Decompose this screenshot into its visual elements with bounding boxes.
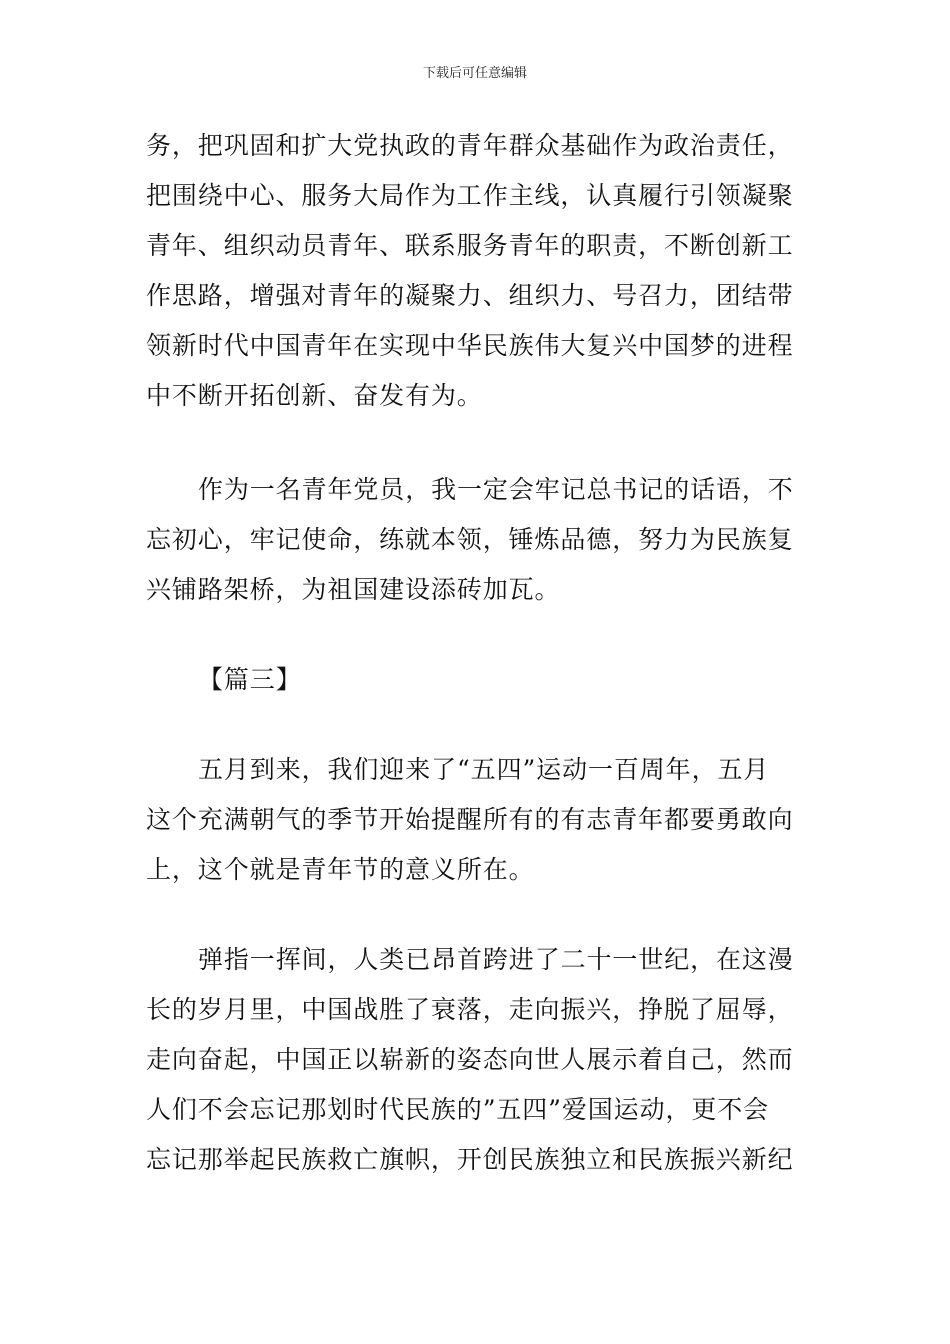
- text-line: 把围绕中心、服务大局作为工作主线，认真履行引领凝聚: [146, 181, 794, 210]
- text-line: 务，把巩固和扩大党执政的青年群众基础作为政治责任，: [146, 131, 794, 160]
- text-line: 领新时代中国青年在实现中华民族伟大复兴中国梦的进程: [146, 331, 794, 360]
- text-line: 青年、组织动员青年、联系服务青年的职责，不断创新工: [146, 231, 794, 260]
- section-heading: [146, 662, 810, 712]
- text-line: 忘记那举起民族救亡旗帜，开创民族独立和民族振兴新纪: [146, 1145, 794, 1174]
- paragraph-4: [146, 942, 810, 1192]
- text-line: 中不断开拓创新、奋发有为。: [146, 381, 483, 410]
- text-line: 忘初心，牢记使命，练就本领，锤炼品德，努力为民族复: [146, 525, 794, 554]
- text-line: 走向奋起，中国正以崭新的姿态向世人展示着自己，然而: [146, 1045, 794, 1074]
- text-line: 作为一名青年党员，我一定会牢记总书记的话语，不: [198, 475, 794, 504]
- text-line: 这个充满朝气的季节开始提醒所有的有志青年都要勇敢向: [146, 805, 794, 834]
- text-line: 五月到来，我们迎来了“五四”运动一百周年，五月: [198, 755, 770, 784]
- text-line: 长的岁月里，中国战胜了衰落，走向振兴，挣脱了屈辱，: [146, 995, 794, 1024]
- page-header: 下载后可任意编辑: [422, 66, 527, 81]
- section-title: 【篇三】: [198, 665, 302, 694]
- document-body: [146, 128, 810, 1192]
- text-line: 作思路，增强对青年的凝聚力、组织力、号召力，团结带: [146, 281, 794, 310]
- paragraph-1: [146, 128, 810, 428]
- text-line: 人们不会忘记那划时代民族的”五四”爱国运动，更不会: [146, 1095, 770, 1124]
- text-line: 兴铺路架桥，为祖国建设添砖加瓦。: [146, 575, 561, 604]
- text-line: 上，这个就是青年节的意义所在。: [146, 855, 535, 884]
- paragraph-2: [146, 472, 810, 622]
- text-line: 弹指一挥间，人类已昂首跨进了二十一世纪，在这漫: [198, 945, 794, 974]
- paragraph-3: [146, 752, 810, 902]
